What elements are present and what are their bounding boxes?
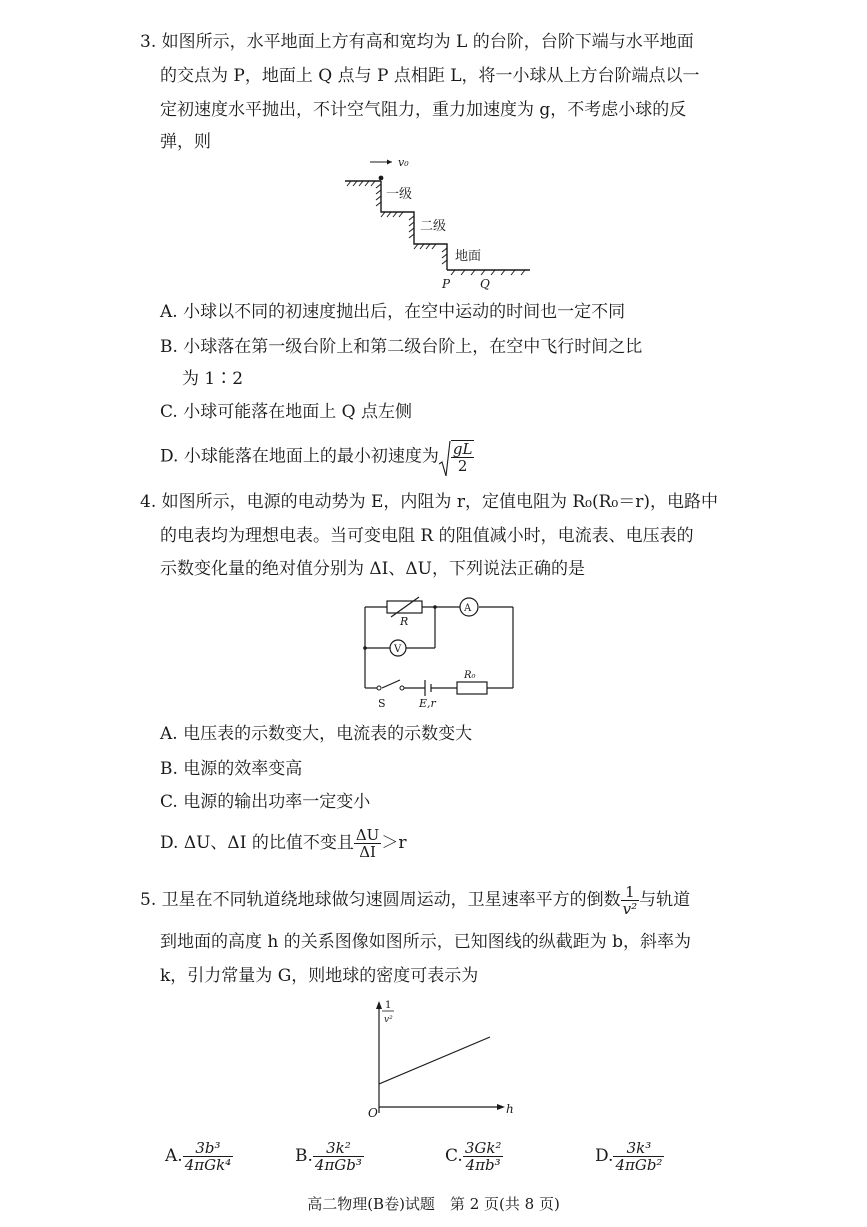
q4-resistor-r-label: R [400, 615, 409, 628]
q3-option-c[interactable]: C. 小球可能落在地面上 Q 点左侧 [160, 402, 412, 422]
q5-option-d-frac [613, 1140, 664, 1173]
q4-resistor-r0-label: R₀ [464, 670, 476, 681]
q3-line-2: 的交点为 P，地面上 Q 点与 P 点相距 L，将一小球从上方台阶端点以一 [160, 66, 700, 86]
q5-option-a[interactable] [165, 1140, 233, 1173]
q5-option-a-frac [183, 1140, 234, 1173]
q4-line-3: 示数变化量的绝对值分别为 ΔI、ΔU，下列说法正确的是 [160, 559, 585, 579]
q4-option-d-den: ΔI [359, 843, 376, 861]
q4-ammeter-label: A [464, 603, 472, 614]
q3-point-q: Q [480, 277, 490, 291]
q4-source-label: E,r [419, 697, 436, 710]
q5-option-a-den: 4πGk⁴ [184, 1156, 232, 1174]
q4-option-d[interactable] [160, 827, 406, 860]
q3-ground-label: 地面 [455, 249, 482, 264]
q5-line-2: 到地面的高度 h 的关系图像如图所示，已知图线的纵截距为 b，斜率为 [160, 932, 692, 952]
q5-y-axis-den: v² [384, 1015, 393, 1025]
q5-line-3: k，引力常量为 G，则地球的密度可表示为 [160, 966, 479, 986]
q4-line-1: 4. 如图所示，电源的电动势为 E，内阻为 r，定值电阻为 R₀(R₀＝r)，电路中 [140, 492, 718, 512]
q4-voltmeter-label: V [394, 644, 402, 655]
q5-option-b-frac [313, 1140, 364, 1173]
q5-line-1-suffix: 与轨道 [639, 890, 691, 910]
q5-option-a-letter: A. [165, 1146, 183, 1166]
q5-option-d[interactable] [595, 1140, 664, 1173]
q3-step2-label: 二级 [420, 219, 447, 234]
q3-option-a[interactable]: A. 小球以不同的初速度抛出后，在空中运动的时间也一定不同 [160, 302, 626, 322]
q4-option-d-frac [354, 827, 381, 860]
q5-line-1-frac [621, 884, 640, 917]
q5-option-c[interactable] [445, 1140, 503, 1173]
q5-option-a-num: 3b³ [183, 1140, 234, 1157]
q3-step1-label: 一级 [386, 187, 413, 202]
q5-line-1-text: 5. 卫星在不同轨道绕地球做匀速圆周运动，卫星速率平方的倒数 [140, 890, 621, 910]
q3-option-d-text: D. 小球能落在地面上的最小初速度为 [160, 446, 439, 467]
q5-option-d-num: 3k³ [613, 1140, 664, 1157]
q4-switch-label: S [378, 697, 386, 710]
q5-option-d-den: 4πGb² [615, 1156, 663, 1174]
q4-line-2: 的电表均为理想电表。当可变电阻 R 的阻值减小时，电流表、电压表的 [160, 526, 694, 546]
q5-option-b[interactable] [295, 1140, 364, 1173]
q5-graph-figure [360, 995, 525, 1129]
q5-frac-num: 1 [621, 884, 640, 901]
q3-point-p: P [442, 277, 451, 291]
q5-line-1 [140, 884, 690, 917]
q3-option-d-den: 2 [457, 457, 468, 475]
q4-option-b[interactable]: B. 电源的效率变高 [160, 759, 303, 779]
q3-line-4: 弹，则 [160, 132, 211, 152]
q3-option-d[interactable] [160, 440, 474, 474]
q4-option-d-text: D. ΔU、ΔI 的比值不变且 [160, 833, 354, 853]
q4-circuit-figure [355, 590, 525, 714]
q5-option-d-letter: D. [595, 1146, 614, 1166]
q4-option-d-suffix: ＞r [381, 833, 407, 853]
q3-line-3: 定初速度水平抛出，不计空气阻力，重力加速度为 g，不考虑小球的反 [160, 100, 687, 120]
q5-origin-label: O [368, 1106, 378, 1120]
q3-option-d-num: gL [452, 440, 473, 458]
q5-y-axis-num: 1 [385, 1000, 392, 1011]
q3-option-b[interactable]: B. 小球落在第一级台阶上和第二级台阶上，在空中飞行时间之比 [160, 337, 643, 357]
q3-option-b-cont: 为 1∶2 [182, 369, 244, 389]
q4-option-c[interactable]: C. 电源的输出功率一定变小 [160, 792, 371, 812]
q5-frac-den: v² [622, 900, 638, 918]
q5-option-b-letter: B. [295, 1146, 313, 1166]
q3-option-d-sqrt [439, 440, 475, 474]
q5-option-c-letter: C. [445, 1146, 463, 1166]
q4-option-a[interactable]: A. 电压表的示数变大，电流表的示数变大 [160, 724, 473, 744]
q4-option-d-num: ΔU [355, 826, 380, 844]
q5-option-b-num: 3k² [313, 1140, 364, 1157]
q3-v0-label: v₀ [398, 156, 409, 169]
q5-option-c-den: 4πb³ [465, 1156, 501, 1174]
q5-option-c-frac [463, 1140, 504, 1173]
q5-option-c-num: 3Gk² [464, 1139, 502, 1157]
q3-staircase-figure [330, 148, 550, 297]
q5-x-axis-label: h [506, 1102, 514, 1116]
q3-line-1: 3. 如图所示，水平地面上方有高和宽均为 L 的台阶，台阶下端与水平地面 [140, 32, 694, 52]
q5-option-b-den: 4πGb³ [314, 1156, 362, 1174]
page-footer: 高二物理(B卷)试题 第 2 页(共 8 页) [307, 1195, 560, 1213]
